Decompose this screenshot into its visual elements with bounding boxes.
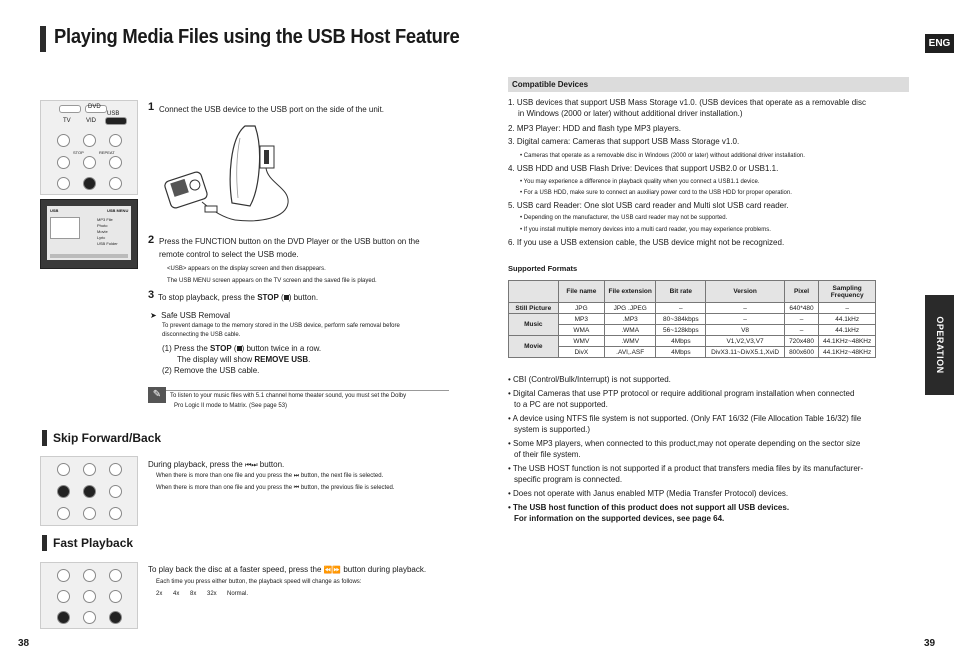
fast-line-post: button during playback. [343, 565, 427, 574]
title-bar [40, 26, 46, 52]
remote-panel-skip [40, 456, 138, 526]
safe-display-post: . [308, 355, 311, 364]
step-2-note-2: The USB MENU screen appears on the TV screen and the saved file is played. [167, 278, 377, 284]
step-3-stop: STOP [257, 293, 279, 302]
skip-note-2-post: button, the previous file is selected. [300, 485, 395, 491]
rewind-remote-button [57, 611, 70, 624]
usb-menu-item: Photo [97, 223, 108, 228]
skip-note-1-post: button, the next file is selected. [300, 473, 384, 479]
table-cell: V1,V2,V3,V7 [706, 336, 784, 347]
speed-4: 32x [207, 591, 217, 597]
remote-button [83, 569, 96, 582]
table-header-cell: Sampling Frequency [819, 281, 876, 303]
table-cell: MP3 [558, 314, 604, 325]
step-3-post: ) button. [288, 293, 319, 302]
remote-button [109, 463, 122, 476]
usb-menu-thumb [50, 217, 80, 239]
arrow-icon: ➤ [150, 311, 157, 320]
table-cell: 640*480 [784, 303, 819, 314]
bullet-5-cont: specific program is connected. [514, 475, 623, 484]
table-header-cell: Pixel [784, 281, 819, 303]
table-cell: 4Mbps [656, 336, 706, 347]
fast-line-pre: To play back the disc at a faster speed, press the [148, 565, 322, 574]
table-cell: 80~384kbps [656, 314, 706, 325]
table-cell: Music [509, 314, 559, 336]
step-2-line1: Press the FUNCTION button on the DVD Player or the USB button on the [159, 237, 420, 246]
usb-menu-item: USB Folder [97, 241, 118, 246]
step-3-pre: To stop playback, press the [158, 293, 255, 302]
bullet-7-text: The USB host function of this product does not support all USB devices. [513, 503, 790, 512]
page-title: Playing Media Files using the USB Host Feature [54, 26, 460, 48]
bullet-6: • Does not operate with Janus enabled MTP (Media Transfer Protocol) devices. [508, 489, 789, 498]
compatible-devices-header: Compatible Devices [508, 77, 909, 92]
remote-panel-fast [40, 562, 138, 629]
bullet-3-text: A device using NTFS file system is not supported. (Only FAT 16/32 (File Allocation Table 16/32) file [512, 414, 862, 423]
stop-label: STOP [73, 150, 84, 155]
table-header-cell: File extension [605, 281, 656, 303]
safe-title-text: Safe USB Removal [161, 311, 231, 320]
table-cell: 44.1KHz~48KHz [819, 336, 876, 347]
eng-badge: ENG [925, 34, 954, 53]
stop-remote-button [83, 177, 96, 190]
usb-menu-header: USB MENU [107, 208, 129, 213]
skip-forward-remote-button [83, 485, 96, 498]
remote-button [109, 590, 122, 603]
table-cell: JPG [558, 303, 604, 314]
skip-back-remote-button [57, 485, 70, 498]
bullet-2-text: Digital Cameras that use PTP protocol or require additional program installation when connected [513, 389, 855, 398]
usb-menu-item: MP3 File [97, 217, 113, 222]
remote-button [83, 611, 96, 624]
remote-panel-usb [40, 100, 138, 195]
remote-button [109, 507, 122, 520]
table-cell: 4Mbps [656, 347, 706, 358]
speed-5: Normal. [227, 591, 249, 597]
fast-icons: ⏪⏩ [323, 567, 342, 574]
remote-button [57, 507, 70, 520]
table-cell: – [784, 325, 819, 336]
usb-menu-item: Movie [97, 229, 108, 234]
page-number-left: 38 [18, 638, 30, 649]
remote-button [57, 463, 70, 476]
remote-button [57, 177, 70, 190]
compat-item-5-note-1: • Depending on the manufacturer, the USB card reader may not be supported. [520, 215, 728, 221]
safe-step-2: (2) Remove the USB cable. [162, 366, 260, 375]
table-cell: DivX3.11~DivX5.1,XviD [706, 347, 784, 358]
compat-item-4: 4. USB HDD and USB Flash Drive: Devices that support USB2.0 or USB1.1. [508, 164, 779, 173]
remote-button [83, 463, 96, 476]
table-cell: .WMA [605, 325, 656, 336]
table-row [509, 336, 876, 347]
table-cell: 44.1kHz [819, 314, 876, 325]
table-cell: 56~128kbps [656, 325, 706, 336]
tv-label: TV [63, 118, 71, 124]
skip-icons: ⏮⏭ [244, 462, 258, 469]
table-cell: .MP3 [605, 314, 656, 325]
table-cell: V8 [706, 325, 784, 336]
fast-forward-remote-button [109, 611, 122, 624]
remote-button [57, 590, 70, 603]
fast-note: Each time you press either button, the playback speed will change as follows: [156, 579, 362, 585]
bullet-3: • A device using NTFS file system is not supported. (Only FAT 16/32 (File Allocation Table 16/32) file [508, 414, 862, 423]
speed-2: 4x [173, 591, 180, 597]
compat-item-2: 2. MP3 Player: HDD and flash type MP3 players. [508, 124, 681, 133]
safe-desc-1: To prevent damage to the memory stored in the USB device, perform safe removal before [162, 323, 400, 329]
note-icon: ✎ [148, 387, 166, 403]
bullet-4-text: Some MP3 players, when connected to this product,may not operate depending on the sector size [513, 439, 861, 448]
safe-step-1-post: ) button twice in a row. [241, 344, 322, 353]
bullet-2-cont: to a PC are not supported. [514, 400, 608, 409]
step-2-line2: remote control to select the USB mode. [159, 250, 299, 259]
table-cell: WMV [558, 336, 604, 347]
table-row [509, 347, 876, 358]
dvd-label: DVD [88, 104, 101, 110]
remote-button [59, 105, 81, 113]
step-3-number: 3 [148, 289, 155, 301]
table-cell: DivX [558, 347, 604, 358]
table-row [509, 314, 876, 325]
skip-back-icon: ⏮ [293, 485, 300, 491]
skip-forward-icon: ⏭ [293, 473, 300, 479]
remote-button [109, 156, 122, 169]
table-cell: 44.1KHz~48KHz [819, 347, 876, 358]
table-cell: – [656, 303, 706, 314]
table-header-cell: Version [706, 281, 784, 303]
remote-button [57, 134, 70, 147]
operation-tab [925, 295, 954, 395]
table-row [509, 303, 876, 314]
table-cell: .WMV [605, 336, 656, 347]
remote-button [83, 156, 96, 169]
table-header-row [509, 281, 876, 303]
table-cell: JPG .JPEG [605, 303, 656, 314]
skip-note-2-pre: When there is more than one file and you press the [156, 485, 293, 491]
remote-button [109, 177, 122, 190]
operation-tab-label: OPERATION [934, 316, 945, 374]
usb-menu-footer [50, 254, 128, 258]
remote-button [57, 156, 70, 169]
bullet-1: • CBI (Control/Bulk/Interrupt) is not supported. [508, 375, 671, 384]
usb-label: USB [107, 111, 120, 117]
table-cell: – [706, 314, 784, 325]
step-1-number: 1 [148, 101, 155, 113]
formats-table [508, 280, 876, 358]
skip-title: Skip Forward/Back [53, 431, 162, 445]
table-cell: – [784, 314, 819, 325]
usb-menu-item: Lyric [97, 235, 106, 240]
remote-button [83, 590, 96, 603]
table-header-cell: Bit rate [656, 281, 706, 303]
step-1-text: Connect the USB device to the USB port on the side of the unit. [159, 105, 385, 114]
table-row [509, 325, 876, 336]
usb-remote-button [105, 117, 127, 125]
bullet-7-cont: For information on the supported devices, see page 64. [514, 514, 725, 523]
speed-1: 2x [156, 591, 163, 597]
bullet-5: • The USB HOST function is not supported if a product that transfers media files by its manufacturer- [508, 464, 864, 473]
bullet-5-text: The USB HOST function is not supported if a product that transfers media files by its manufacturer- [512, 464, 864, 473]
table-cell: WMA [558, 325, 604, 336]
table-cell: – [819, 303, 876, 314]
table-cell: Still Picture [509, 303, 559, 314]
safe-display-pre: The display will show [177, 355, 253, 364]
skip-note-1-pre: When there is more than one file and you press the [156, 473, 293, 479]
bullet-3-cont: system is supported.) [514, 425, 591, 434]
compat-item-1b: in Windows (2000 or later) without additional driver installation.) [518, 109, 743, 118]
bullet-4: • Some MP3 players, when connected to this product,may not operate depending on the sector size [508, 439, 861, 448]
note-line-1: To listen to your music files with 5.1 channel home theater sound, you must set the Dolby [170, 393, 407, 399]
table-cell: .AVI,.ASF [605, 347, 656, 358]
remote-button [109, 485, 122, 498]
compat-item-5: 5. USB card Reader: One slot USB card reader and Multi slot USB card reader. [508, 201, 789, 210]
compat-item-5-note-2: • If you install multiple memory devices into a multi card reader, you may experience problems. [520, 227, 771, 233]
compat-item-4-note-1: • You may experience a difference in playback quality when you connect a USB1.1 device. [520, 179, 760, 185]
table-cell: – [706, 303, 784, 314]
skip-line-post: button. [259, 460, 285, 469]
bullet-1-text: CBI (Control/Bulk/Interrupt) is not supported. [513, 375, 671, 384]
compat-item-3: 3. Digital camera: Cameras that support USB Mass Storage v1.0. [508, 137, 740, 146]
skip-note-2 [156, 483, 395, 493]
compat-item-4-note-2: • For a USB HDD, make sure to connect an auxiliary power cord to the USB HDD for proper operation. [520, 190, 792, 196]
note-line-2: Pro Logic II mode to Matrix. (See page 53) [174, 403, 288, 409]
skip-line-pre: During playback, press the [148, 460, 243, 469]
vid-label: VID [86, 118, 97, 124]
step-3-text: To stop playback, press the STOP ( ) button. [158, 293, 319, 302]
bullet-4-cont: of their file system. [514, 450, 581, 459]
skip-note-1 [156, 471, 383, 481]
safe-step-1-pre: (1) Press the [162, 344, 208, 353]
bullet-6-text: Does not operate with Janus enabled MTP (Media Transfer Protocol) devices. [513, 489, 789, 498]
safe-step-1: (1) Press the STOP ( ) button twice in a row. [162, 344, 322, 353]
compat-item-6: 6. If you use a USB extension cable, the USB device might not be recognized. [508, 238, 785, 247]
table-header-cell [509, 281, 559, 303]
skip-section-bar [42, 430, 47, 446]
compat-item-1a: 1. USB devices that support USB Mass Storage v1.0. (USB devices that operate as a removable disc [508, 98, 866, 107]
table-cell: Movie [509, 336, 559, 358]
safe-desc-2: disconnecting the USB cable. [162, 332, 241, 338]
page-number-right: 39 [924, 638, 936, 649]
remote-button [57, 569, 70, 582]
table-header-cell: File name [558, 281, 604, 303]
usb-menu-tab: USB [50, 208, 59, 213]
compat-item-3-note: • Cameras that operate as a removable disc in Windows (2000 or later) without additional driver installation. [520, 153, 805, 159]
fast-title: Fast Playback [53, 536, 134, 550]
speed-3: 8x [190, 591, 197, 597]
fast-line [148, 564, 426, 577]
usb-device-illustration [160, 118, 310, 230]
step-2-note-1: <USB> appears on the display screen and then disappears. [167, 266, 326, 272]
remote-button [109, 134, 122, 147]
remote-button [83, 507, 96, 520]
step-2-number: 2 [148, 234, 155, 246]
repeat-label: REPEAT [99, 150, 115, 155]
fast-section-bar [42, 535, 47, 551]
bullet-7: • The USB host function of this product does not support all USB devices. [508, 503, 790, 512]
safe-step-1-stop: STOP [210, 344, 232, 353]
remote-button [109, 569, 122, 582]
usb-menu-screen [40, 199, 138, 269]
formats-title: Supported Formats [508, 264, 578, 273]
remote-button [83, 134, 96, 147]
table-cell: 44.1kHz [819, 325, 876, 336]
table-cell: 720x480 [784, 336, 819, 347]
bullet-2: • Digital Cameras that use PTP protocol or require additional program installation when connected [508, 389, 855, 398]
table-cell: 800x600 [784, 347, 819, 358]
safe-display-remove: REMOVE USB [254, 355, 309, 364]
